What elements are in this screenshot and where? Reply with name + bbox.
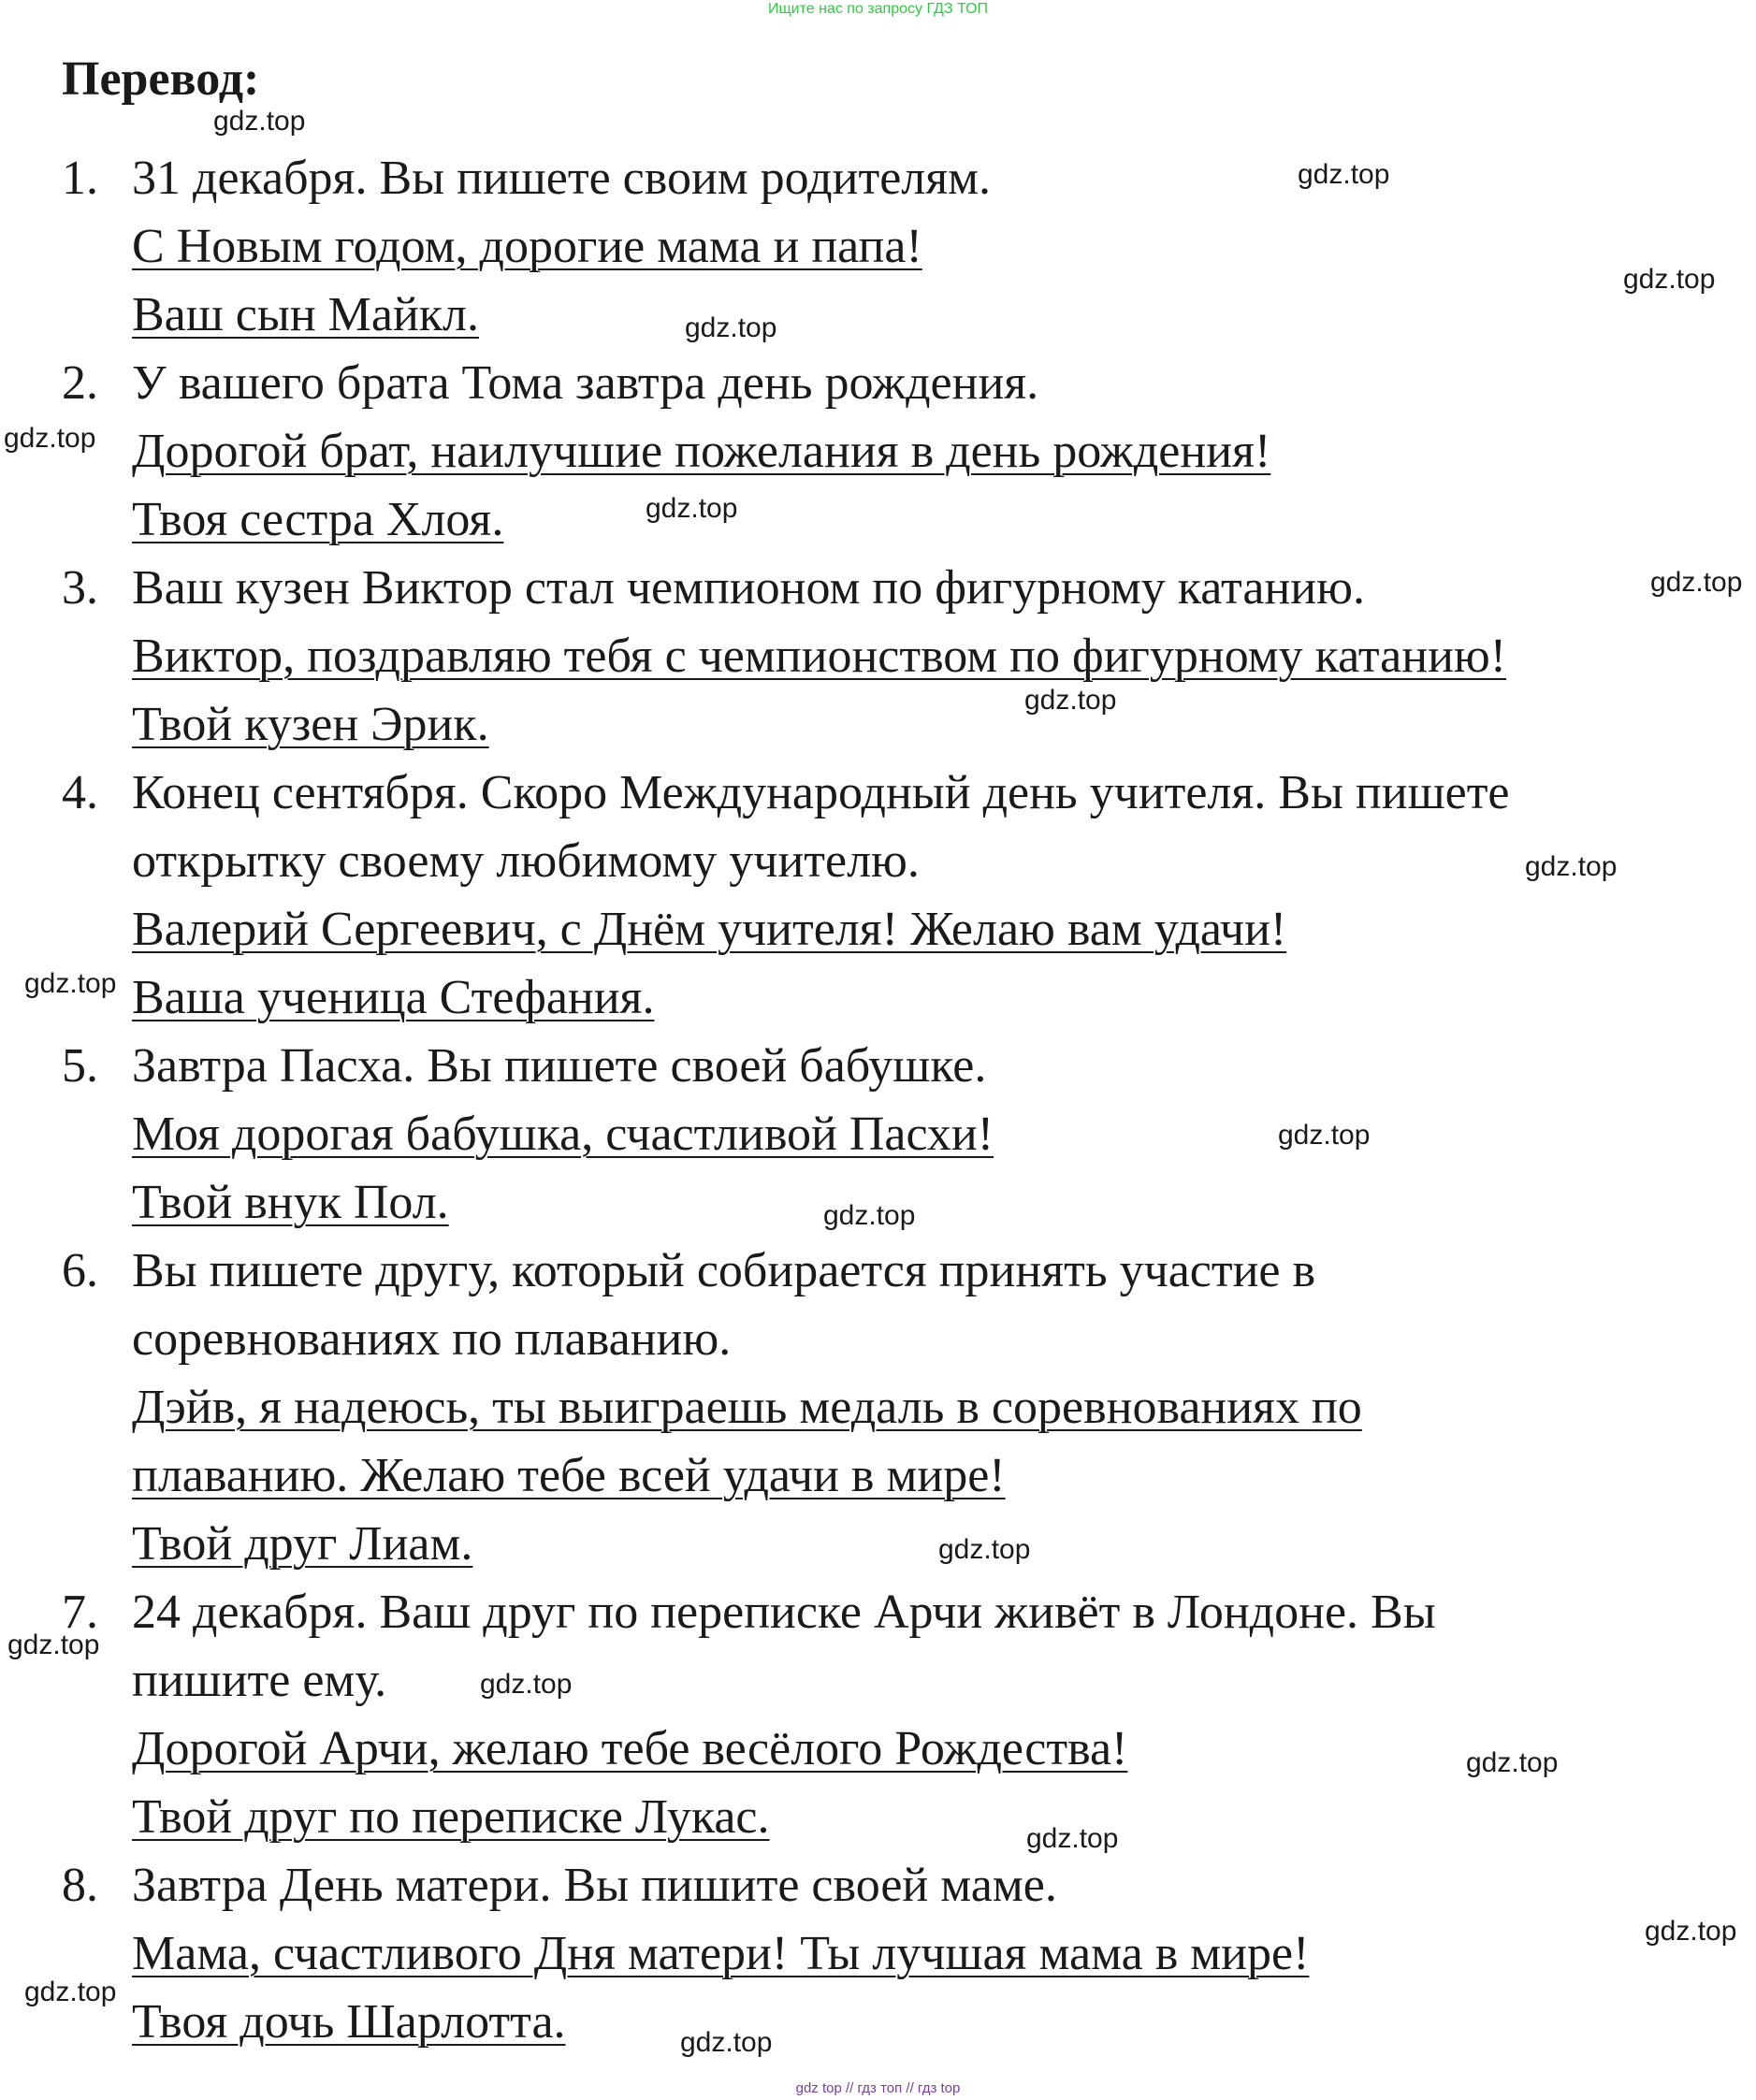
answer-line: Дорогой Арчи, желаю тебе весёлого Рождества! (132, 1722, 1128, 1775)
task-line: Ваш кузен Виктор стал чемпионом по фигурному катанию. (132, 561, 1365, 615)
task-line: Завтра День матери. Вы пишите своей маме. (132, 1859, 1057, 1912)
list-item (0, 759, 1756, 1032)
list-item (0, 144, 1756, 349)
list-item (0, 349, 1756, 554)
watermark-text: gdz.top (646, 493, 738, 524)
answer-line: Твой друг Лиам. (132, 1517, 473, 1571)
watermark-text: gdz.top (24, 968, 117, 999)
task-line: Конец сентября. Скоро Международный день учителя. Вы пишете (132, 766, 1510, 819)
answer-line: Твой кузен Эрик. (132, 698, 489, 751)
item-number: 6. (62, 1244, 98, 1297)
task-line: Вы пишете другу, который собирается принять участие в (132, 1244, 1316, 1297)
watermark-text: gdz.top (680, 2027, 773, 2058)
watermark-text: gdz.top (1645, 1916, 1737, 1947)
watermark-text: gdz.top (1466, 1747, 1559, 1778)
answer-line: Ваш сын Майкл. (132, 288, 480, 341)
list-item (0, 1851, 1756, 2056)
answer-line: плаванию. Желаю тебе всей удачи в мире! (132, 1449, 1006, 1502)
watermark-text: gdz.top (213, 106, 306, 137)
task-line: Завтра Пасха. Вы пишете своей бабушке. (132, 1039, 987, 1093)
watermark-text: gdz.top (24, 1977, 117, 2007)
list-item (0, 1578, 1756, 1851)
answer-line: Твоя дочь Шарлотта. (132, 1995, 566, 2049)
watermark-text: gdz.top (1650, 567, 1743, 598)
answer-line: Валерий Сергеевич, с Днём учителя! Желаю вам удачи! (132, 903, 1287, 956)
task-line: пишите ему. (132, 1654, 387, 1707)
watermark-text: gdz.top (1026, 1823, 1119, 1854)
item-number: 5. (62, 1039, 98, 1093)
watermark-text: gdz.top (1298, 159, 1390, 190)
item-number: 2. (62, 356, 98, 410)
answer-line: Твоя сестра Хлоя. (132, 493, 504, 546)
answer-line: Дорогой брат, наилучшие пожелания в день рождения! (132, 425, 1271, 478)
answer-line: С Новым годом, дорогие мама и папа! (132, 220, 922, 273)
list-item (0, 1237, 1756, 1578)
watermark-text: gdz.top (7, 1629, 100, 1660)
answer-line: Мама, счастливого Дня матери! Ты лучшая мама в мире! (132, 1927, 1310, 1980)
watermark-text: gdz.top (1623, 264, 1716, 295)
watermark-text: gdz.top (938, 1534, 1031, 1565)
item-number: 8. (62, 1859, 98, 1912)
item-number: 4. (62, 766, 98, 819)
watermark-text: gdz.top (1024, 685, 1117, 716)
answer-line: Твой внук Пол. (132, 1176, 449, 1229)
task-line: 31 декабря. Вы пишете своим родителям. (132, 152, 992, 205)
task-line: соревнованиях по плаванию. (132, 1312, 732, 1366)
top-banner: Ищите нас по запросу ГДЗ ТОП (768, 1, 988, 17)
page-title: Перевод: (62, 52, 260, 106)
answer-line: Моя дорогая бабушка, счастливой Пасхи! (132, 1108, 994, 1161)
watermark-text: gdz.top (1278, 1120, 1371, 1151)
watermark-text: gdz.top (4, 423, 96, 454)
answer-line: Дэйв, я надеюсь, ты выиграешь медаль в соревнованиях по (132, 1381, 1362, 1434)
answer-line: Твой друг по переписке Лукас. (132, 1790, 770, 1844)
task-line: У вашего брата Тома завтра день рождения. (132, 356, 1039, 410)
list-item (0, 554, 1756, 759)
watermark-text: gdz.top (823, 1200, 916, 1231)
answer-line: Ваша ученица Стефания. (132, 971, 655, 1024)
task-line: открытку своему любимому учителю. (132, 834, 920, 888)
task-line: 24 декабря. Ваш друг по переписке Арчи живёт в Лондоне. Вы (132, 1586, 1436, 1639)
item-number: 1. (62, 152, 98, 205)
watermark-text: gdz.top (1525, 851, 1618, 882)
watermark-text: gdz.top (685, 312, 777, 343)
watermark-text: gdz.top (480, 1669, 573, 1700)
item-number: 7. (62, 1586, 98, 1639)
answer-line: Виктор, поздравляю тебя с чемпионством по фигурному катанию! (132, 630, 1507, 683)
footer-watermark: gdz top // гдз топ // гдз top (795, 2080, 961, 2096)
item-number: 3. (62, 561, 98, 615)
